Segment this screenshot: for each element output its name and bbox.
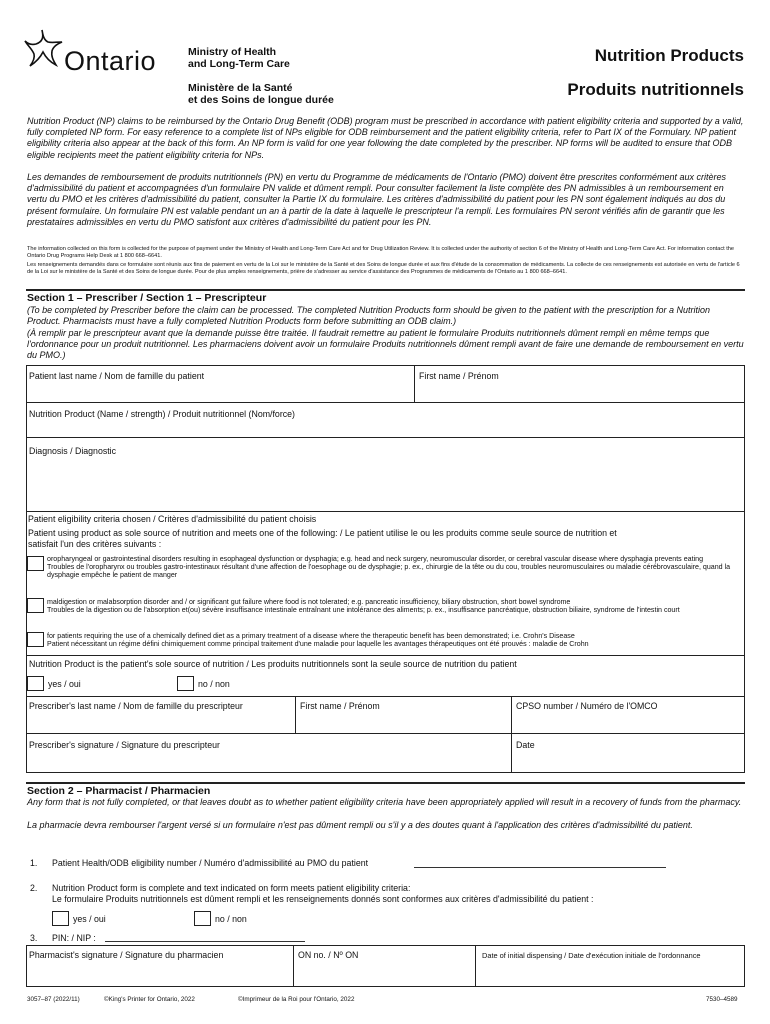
initial-dispensing-date-field[interactable]: Date of initial dispensing / Date d'exécution initiale de l'ordonnance [475, 945, 745, 987]
sole-source-no-checkbox[interactable] [177, 676, 194, 691]
criteria-intro-line2: satisfait l'un des critères suivants : [28, 539, 162, 549]
intro-en: Nutrition Product (NP) claims to be reimbursed by the Ontario Drug Benefit (ODB) program must be prescribed in accordance with patient eligibility criteria and supported by a valid, fully completed NP form. For easy reference to a complete list of NPs eligible for ODB reimbursement and the patient eligibility criteria, refer to Part IX of the Formulary. NP patient eligibility criteria also appear at the back of this form. An NP form is valid for one year following the date completed by the prescriber. NP forms will be audited to ensure that ODB eligible recipients meet the patient eligibility criteria for NPs. [27, 116, 744, 160]
patient-first-name-field[interactable]: First name / Prénom [414, 365, 745, 403]
nutrition-product-field[interactable]: Nutrition Product (Name / strength) / Produit nutritionnel (Nom/force) [26, 402, 745, 438]
diagnosis-field[interactable]: Diagnosis / Diagnostic [26, 437, 745, 512]
ministry-fr: Ministère de la Santé et des Soins de longue durée [188, 82, 334, 106]
copyright-fr: ©Imprimeur de la Roi pour l'Ontario, 2022 [238, 996, 355, 1003]
divider [26, 782, 745, 784]
item2-label-fr: Le formulaire Produits nutritionnels est dûment rempli et les renseignements donnés sont conformes aux critères d'admissibilité du patient : [52, 894, 594, 904]
sole-source-yes-label: yes / oui [48, 679, 81, 689]
form-complete-yes-label: yes / oui [73, 914, 106, 924]
section1-instr-fr: (À remplir par le prescripteur avant que la demande puisse être traitée. Il faudrait remettre au patient le formulaire Produits nutritionnels dûment rempli en même temps que l'ordonnance pour un produit nutritionnel. Les pharmaciens doivent avoir un formulaire Produits nutritionnels dûment rempli avant de faire une demande de remboursement en vertu du PMO.) [27, 328, 744, 361]
intro-fr: Les demandes de remboursement de produits nutritionnels (PN) en vertu du Programme de médicaments de l'Ontario (PMO) doivent être prescrites conformément aux critères d'admissibilité du patient et accompagnées d'un formulaire PN valide et dûment rempli. Pour consulter facilement la liste complète des PN admissibles à un remboursement en vertu du PMO et les critères d'admissibilité du patient, consulter la Partie IX du formulaire. Les critères d'admissibilité du patient pour les PN sont également indiqués au dos du présent formulaire. Un formulaire PN est valable pendant un an à partir de la date à laquelle le prescripteur l'a rempli. Les formulaires PN seront vérifiés afin de garantir que les prestataires admissibles en vertu du PMO satisfont aux critères d'admissibilité du patient pour les PN. [27, 172, 727, 227]
ministry-en: Ministry of Health and Long-Term Care [188, 46, 290, 70]
privacy-notice-en: The information collected on this form is collected for the purpose of payment under the Ministry of Health and Long-Term Care Act and for Drug Utilization Review. It is collected under the authority of section 6 of the Ministry of Health and Long-Term Care Act. For information contact the Ontario Drug Programs Help Desk at 1 800 668–6641. [27, 246, 735, 259]
section1-heading: Section 1 – Prescriber / Section 1 – Prescripteur [27, 292, 267, 304]
prescriber-signature-field[interactable]: Prescriber's signature / Signature du prescripteur [26, 733, 512, 773]
item3-number: 3. [30, 933, 38, 943]
copyright-en: ©King's Printer for Ontario, 2022 [104, 996, 195, 1003]
patient-last-name-field[interactable]: Patient last name / Nom de famille du patient [26, 365, 415, 403]
health-number-input[interactable] [414, 857, 666, 868]
item2-number: 2. [30, 883, 38, 893]
item1-number: 1. [30, 858, 38, 868]
form-complete-no-label: no / non [215, 914, 247, 924]
privacy-notice-fr: Les renseignements demandés dans ce formulaire sont réunis aux fins de paiement en vertu de la Loi sur le ministère de la Santé et des Soins de longue durée et aux fins d'étude de la consommation de médicaments. La collecte de ces renseignements est autorisée en vertu de l'article 6 de la Loi sur le ministère de la Santé et des Soins de longue durée. Pour de plus amples renseignements, prière de s'adresser au service d'assistance des Programmes de médicaments de l'Ontario au 1 800 668–6641. [27, 262, 740, 275]
criterion-2-text: maldigestion or malabsorption disorder and / or significant gut failure where food is not tolerated; e.g. pancreatic insufficiency, biliary obstruction, short bowel syndrome Troubles de la digestion ou de l'absorption et(ou) sévère insuffisance intestinale entraînant une intolérance des aliments; p. ex., insuffisance pancréatique, obstruction biliaire, syndrome de l'intestin court [47, 598, 680, 615]
title-fr: Produits nutritionnels [567, 80, 744, 99]
prescriber-last-name-field[interactable]: Prescriber's last name / Nom de famille du prescripteur [26, 696, 296, 734]
section2-instr-fr: La pharmacie devra rembourser l'argent versé si un formulaire n'est pas dûment rempli ou s'il y a des doutes quant à l'application des critères d'admissibilité du patient. [27, 820, 693, 830]
criterion-1-text: oropharyngeal or gastrointestinal disorders resulting in esophageal dysfunction or dysphagia; e.g. head and neck surgery, neuromuscular disorder, or cerebral vascular disease where dysphagia prevents eating Troubles de l'oropharynx ou troubles gastro-intestinaux résultant d'une affection de l'oesophage ou de dysphagie; p. ex., chirurgie de la tête ou du cou, troubles neuromusculaires ou maladie cérébrovasculaire, quand la dysphagie empêche le patient de manger [47, 555, 731, 580]
section2-heading: Section 2 – Pharmacist / Pharmacien [27, 785, 211, 797]
divider [26, 289, 745, 291]
trillium-icon [22, 28, 66, 68]
prescriber-date-field[interactable]: Date [511, 733, 745, 773]
item2-label-en: Nutrition Product form is complete and text indicated on form meets patient eligibility criteria: [52, 883, 411, 893]
title-en: Nutrition Products [594, 46, 744, 65]
ontario-logo [22, 28, 162, 74]
sole-source-no-label: no / non [198, 679, 230, 689]
sole-source-box: Nutrition Product is the patient's sole source of nutrition / Les produits nutritionnels sont la seule source de nutrition du patient [26, 655, 745, 697]
form-complete-yes-checkbox[interactable] [52, 911, 69, 926]
sole-source-yes-checkbox[interactable] [27, 676, 44, 691]
criteria-heading: Patient eligibility criteria chosen / Critères d'admissibilité du patient choisis [28, 514, 317, 524]
section2-instr-en: Any form that is not fully completed, or that leaves doubt as to whether patient eligibility criteria have been appropriately applied will result in a recovery of funds from the pharmacy. [27, 797, 742, 807]
logo-wordmark: Ontario [64, 46, 157, 76]
item3-label: PIN: / NIP : [52, 933, 96, 943]
on-number-field[interactable]: ON no. / Nº ON [293, 945, 476, 987]
form-number: 3057–87 (2022/11) [27, 996, 80, 1003]
form-complete-no-checkbox[interactable] [194, 911, 211, 926]
item1-label: Patient Health/ODB eligibility number / Numéro d'admissibilité au PMO du patient [52, 858, 369, 868]
criterion-2-checkbox[interactable] [27, 598, 44, 613]
cpso-number-field[interactable]: CPSO number / Numéro de l'OMCO [511, 696, 745, 734]
criterion-1-checkbox[interactable] [27, 556, 44, 571]
criteria-intro-line1: Patient using product as sole source of nutrition and meets one of the following: / Le patient utilise le ou les produits comme seule source de nutrition et [28, 528, 617, 538]
section1-instr-en: (To be completed by Prescriber before the claim can be processed. The completed Nutrition Products form should be given to the patient with the prescription for a Nutrition Product. Pharmacists must have a fully completed Nutrition Products form before submitting an ODB claim.) [27, 305, 711, 327]
form-code: 7530–4589 [706, 996, 738, 1003]
pharmacist-signature-field[interactable]: Pharmacist's signature / Signature du pharmacien [26, 945, 294, 987]
criterion-3-text: for patients requiring the use of a chemically defined diet as a primary treatment of a disease where the therapeutic benefit has been demonstrated; i.e. Crohn's Disease Patient nécessitant un régime défini chimiquement comme principal traitement d'une maladie pour laquelle les avantages thérapeutiques ont été prouvés : maladie de Crohn [47, 632, 589, 649]
pin-input[interactable] [105, 932, 305, 942]
prescriber-first-name-field[interactable]: First name / Prénom [295, 696, 512, 734]
criterion-3-checkbox[interactable] [27, 632, 44, 647]
